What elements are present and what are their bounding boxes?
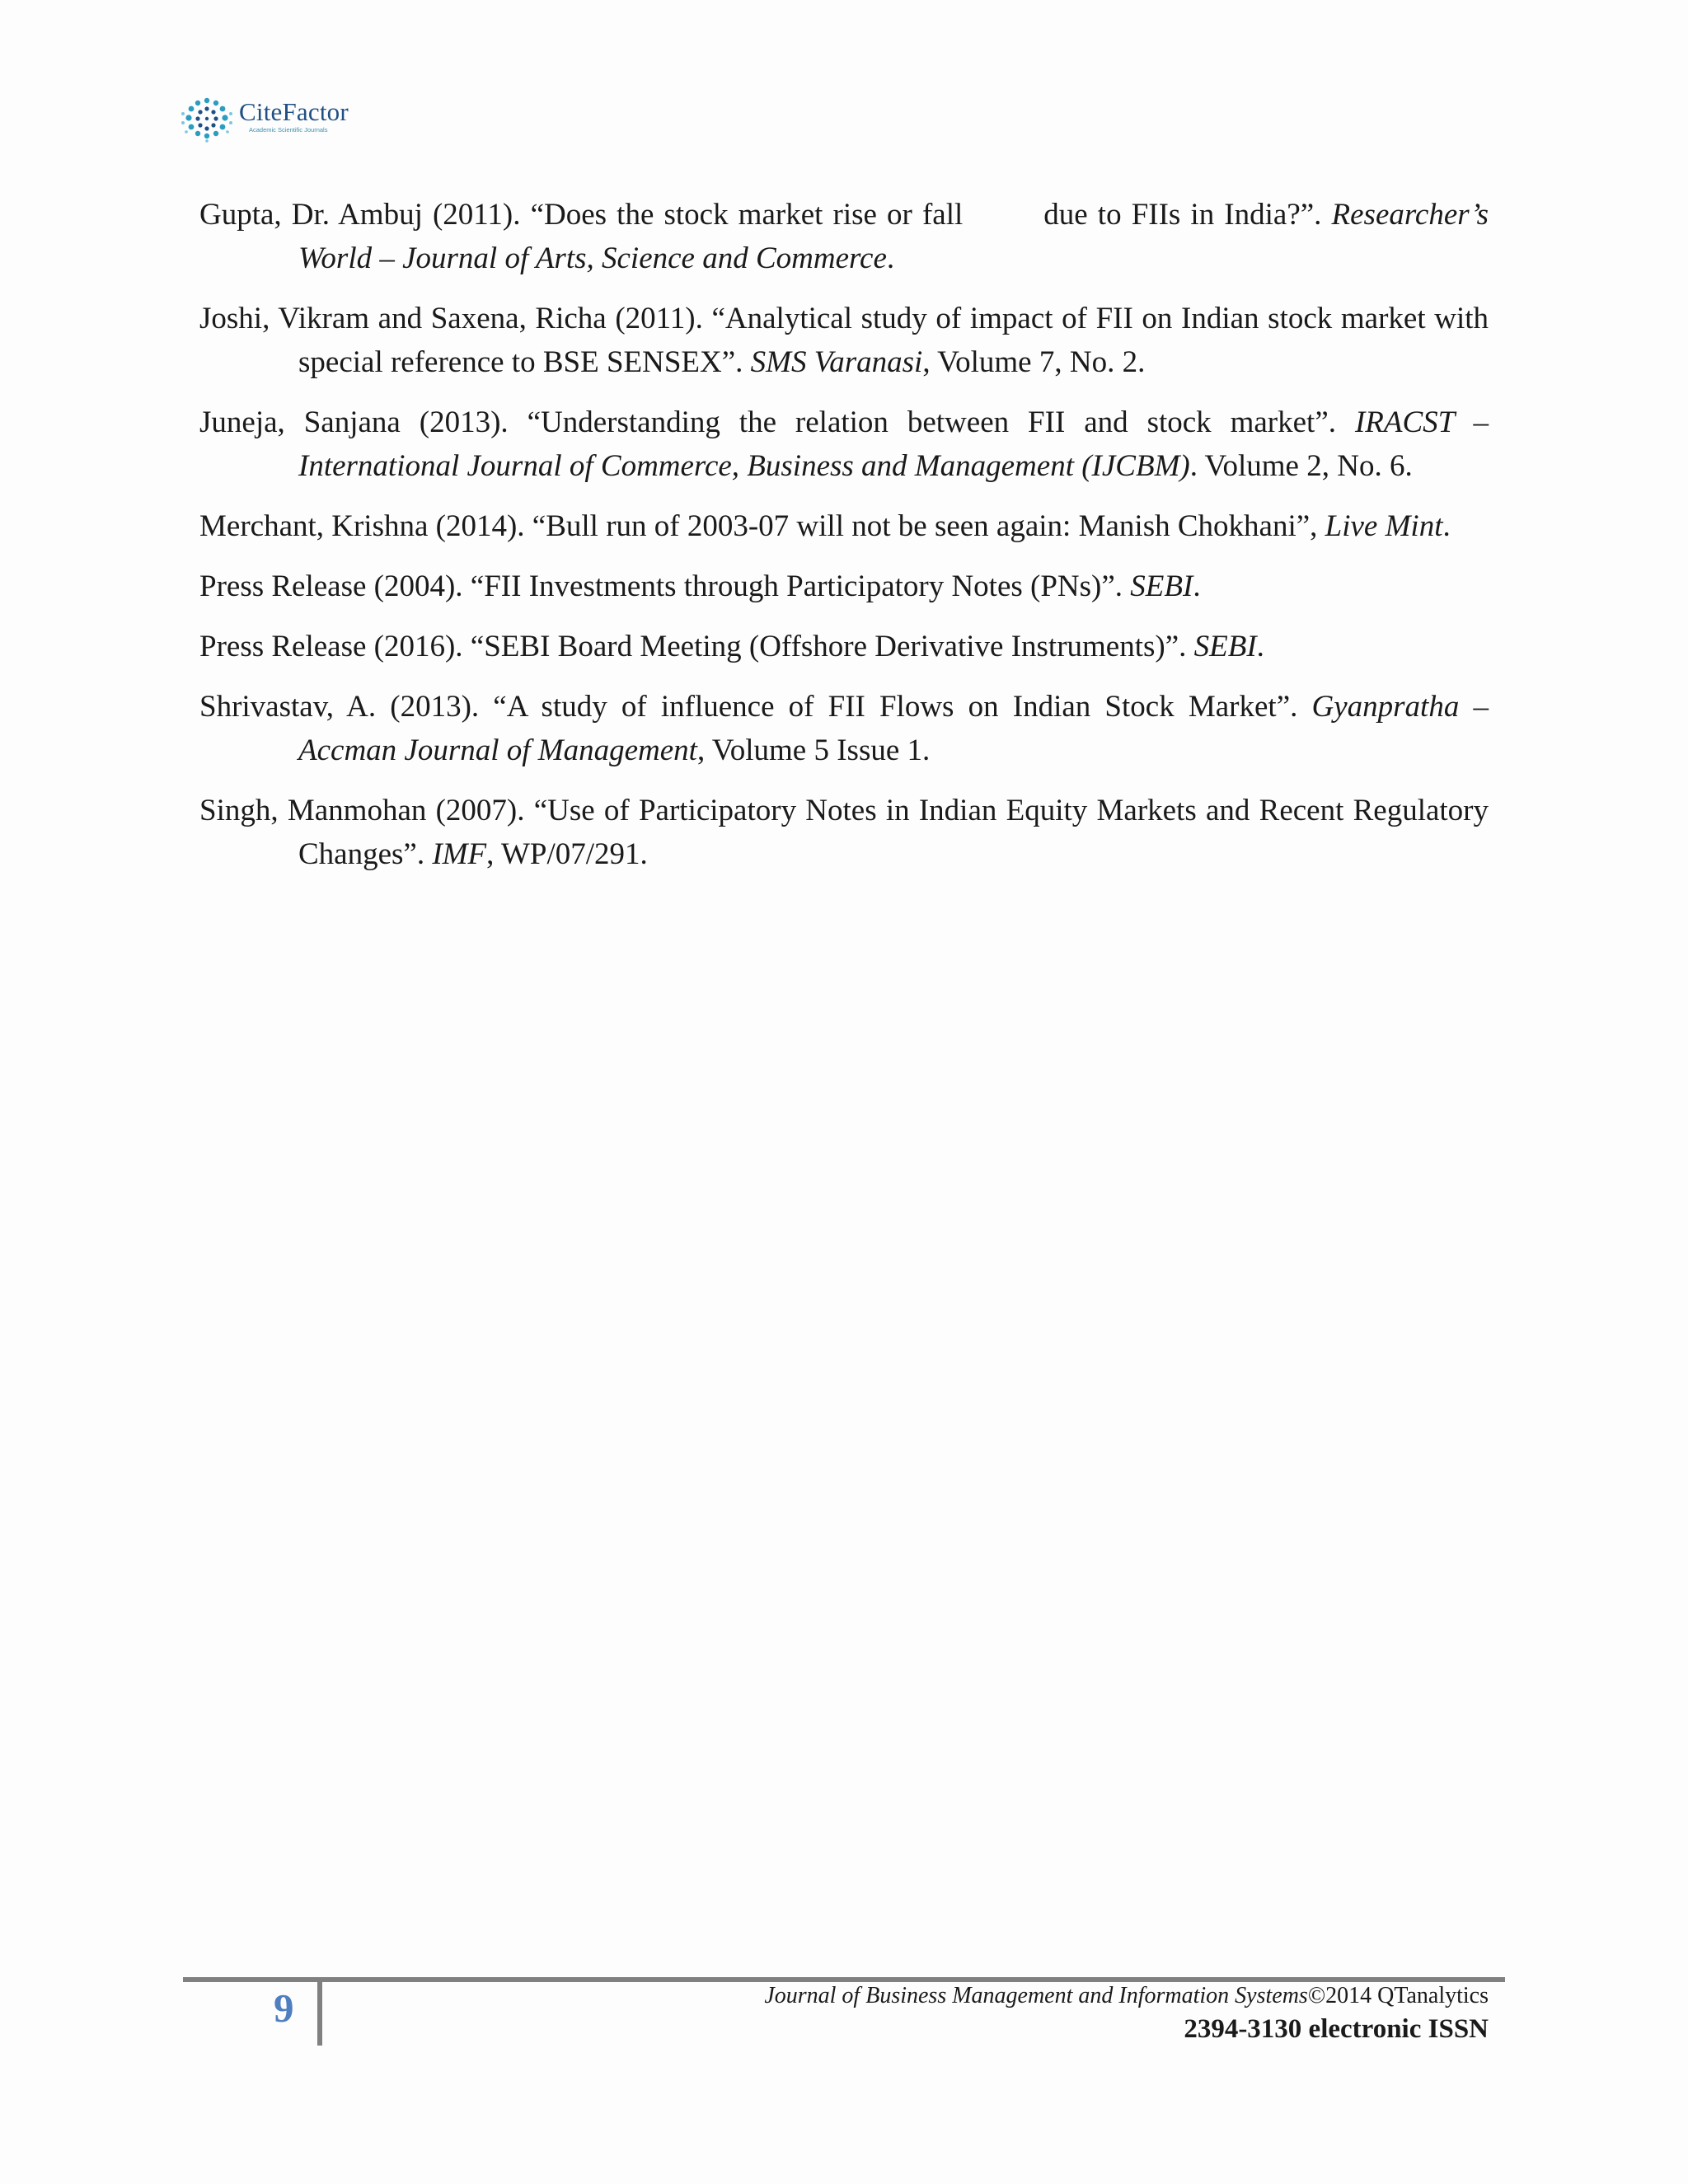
reference-text: Juneja, Sanjana (2013). “Understanding the relation between FII and stock market”. (199, 405, 1355, 439)
reference-journal: Live Mint (1325, 509, 1443, 543)
footer-journal-line (764, 1983, 1489, 2009)
reference-end: . (886, 241, 895, 275)
reference-text: Merchant, Krishna (2014). “Bull run of 2003-07 will not be seen again: Manish Chokhani”, (199, 509, 1325, 543)
reference-item (199, 297, 1489, 384)
reference-item (199, 789, 1489, 876)
reference-item (199, 504, 1489, 548)
reference-end: . Volume 2, No. 6. (1189, 449, 1413, 483)
citefactor-logo-name: CiteFactor (239, 97, 349, 126)
reference-text-tail: due to FIIs in India?”. (1043, 198, 1322, 232)
reference-journal: IMF (432, 837, 487, 871)
reference-list (199, 193, 1489, 893)
reference-text: Press Release (2016). “SEBI Board Meeting (Offshore Derivative Instruments)”. (199, 630, 1194, 663)
page-number: 9 (274, 1985, 294, 2031)
footer-divider (183, 1977, 1505, 1982)
reference-journal: SEBI (1193, 630, 1257, 663)
reference-end: , Volume 7, No. 2. (922, 345, 1146, 379)
reference-end: . (1193, 569, 1201, 603)
reference-item (199, 565, 1489, 608)
citefactor-logo-icon (180, 96, 234, 143)
reference-text: Shrivastav, A. (2013). “A study of influence of FII Flows on Indian Stock Market”. (199, 690, 1312, 724)
reference-text: Singh, Manmohan (2007). “Use of Participatory Notes in Indian Equity Markets and Recent Regulatory Changes”. (199, 794, 1489, 871)
reference-journal: Researcher’s World – Journal of Arts, Science and Commerce (298, 198, 1489, 275)
reference-item (199, 193, 1489, 280)
footer-issn: 2394-3130 electronic ISSN (1184, 2014, 1489, 2044)
reference-end: , Volume 5 Issue 1. (696, 733, 931, 767)
reference-journal: IRACST – International Journal of Commerce, Business and Management (IJCBM) (298, 405, 1489, 483)
reference-item (199, 625, 1489, 668)
reference-journal: Gyanpratha – Accman Journal of Management (298, 690, 1489, 767)
reference-end: , WP/07/291. (486, 837, 648, 871)
reference-end: . (1256, 630, 1264, 663)
reference-text: Joshi, Vikram and Saxena, Richa (2011). “Analytical study of impact of FII on Indian stock market with special reference to BSE SENSEX”. (199, 302, 1489, 379)
reference-end: . (1442, 509, 1451, 543)
citefactor-logo-tagline: Academic Scientific Journals (249, 126, 328, 134)
footer-vertical-divider (317, 1981, 322, 2046)
reference-journal: SMS Varanasi (750, 345, 923, 379)
reference-journal: SEBI (1130, 569, 1193, 603)
reference-text: Press Release (2004). “FII Investments through Participatory Notes (PNs)”. (199, 569, 1131, 603)
reference-item (199, 685, 1489, 772)
footer-journal-name: Journal of Business Management and Information Systems (764, 1983, 1308, 2008)
citefactor-logo (180, 96, 377, 145)
footer-copyright: ©2014 QTanalytics (1307, 1983, 1489, 2008)
reference-item (199, 401, 1489, 488)
reference-text: Gupta, Dr. Ambuj (2011). “Does the stock market rise or fall (199, 198, 964, 232)
